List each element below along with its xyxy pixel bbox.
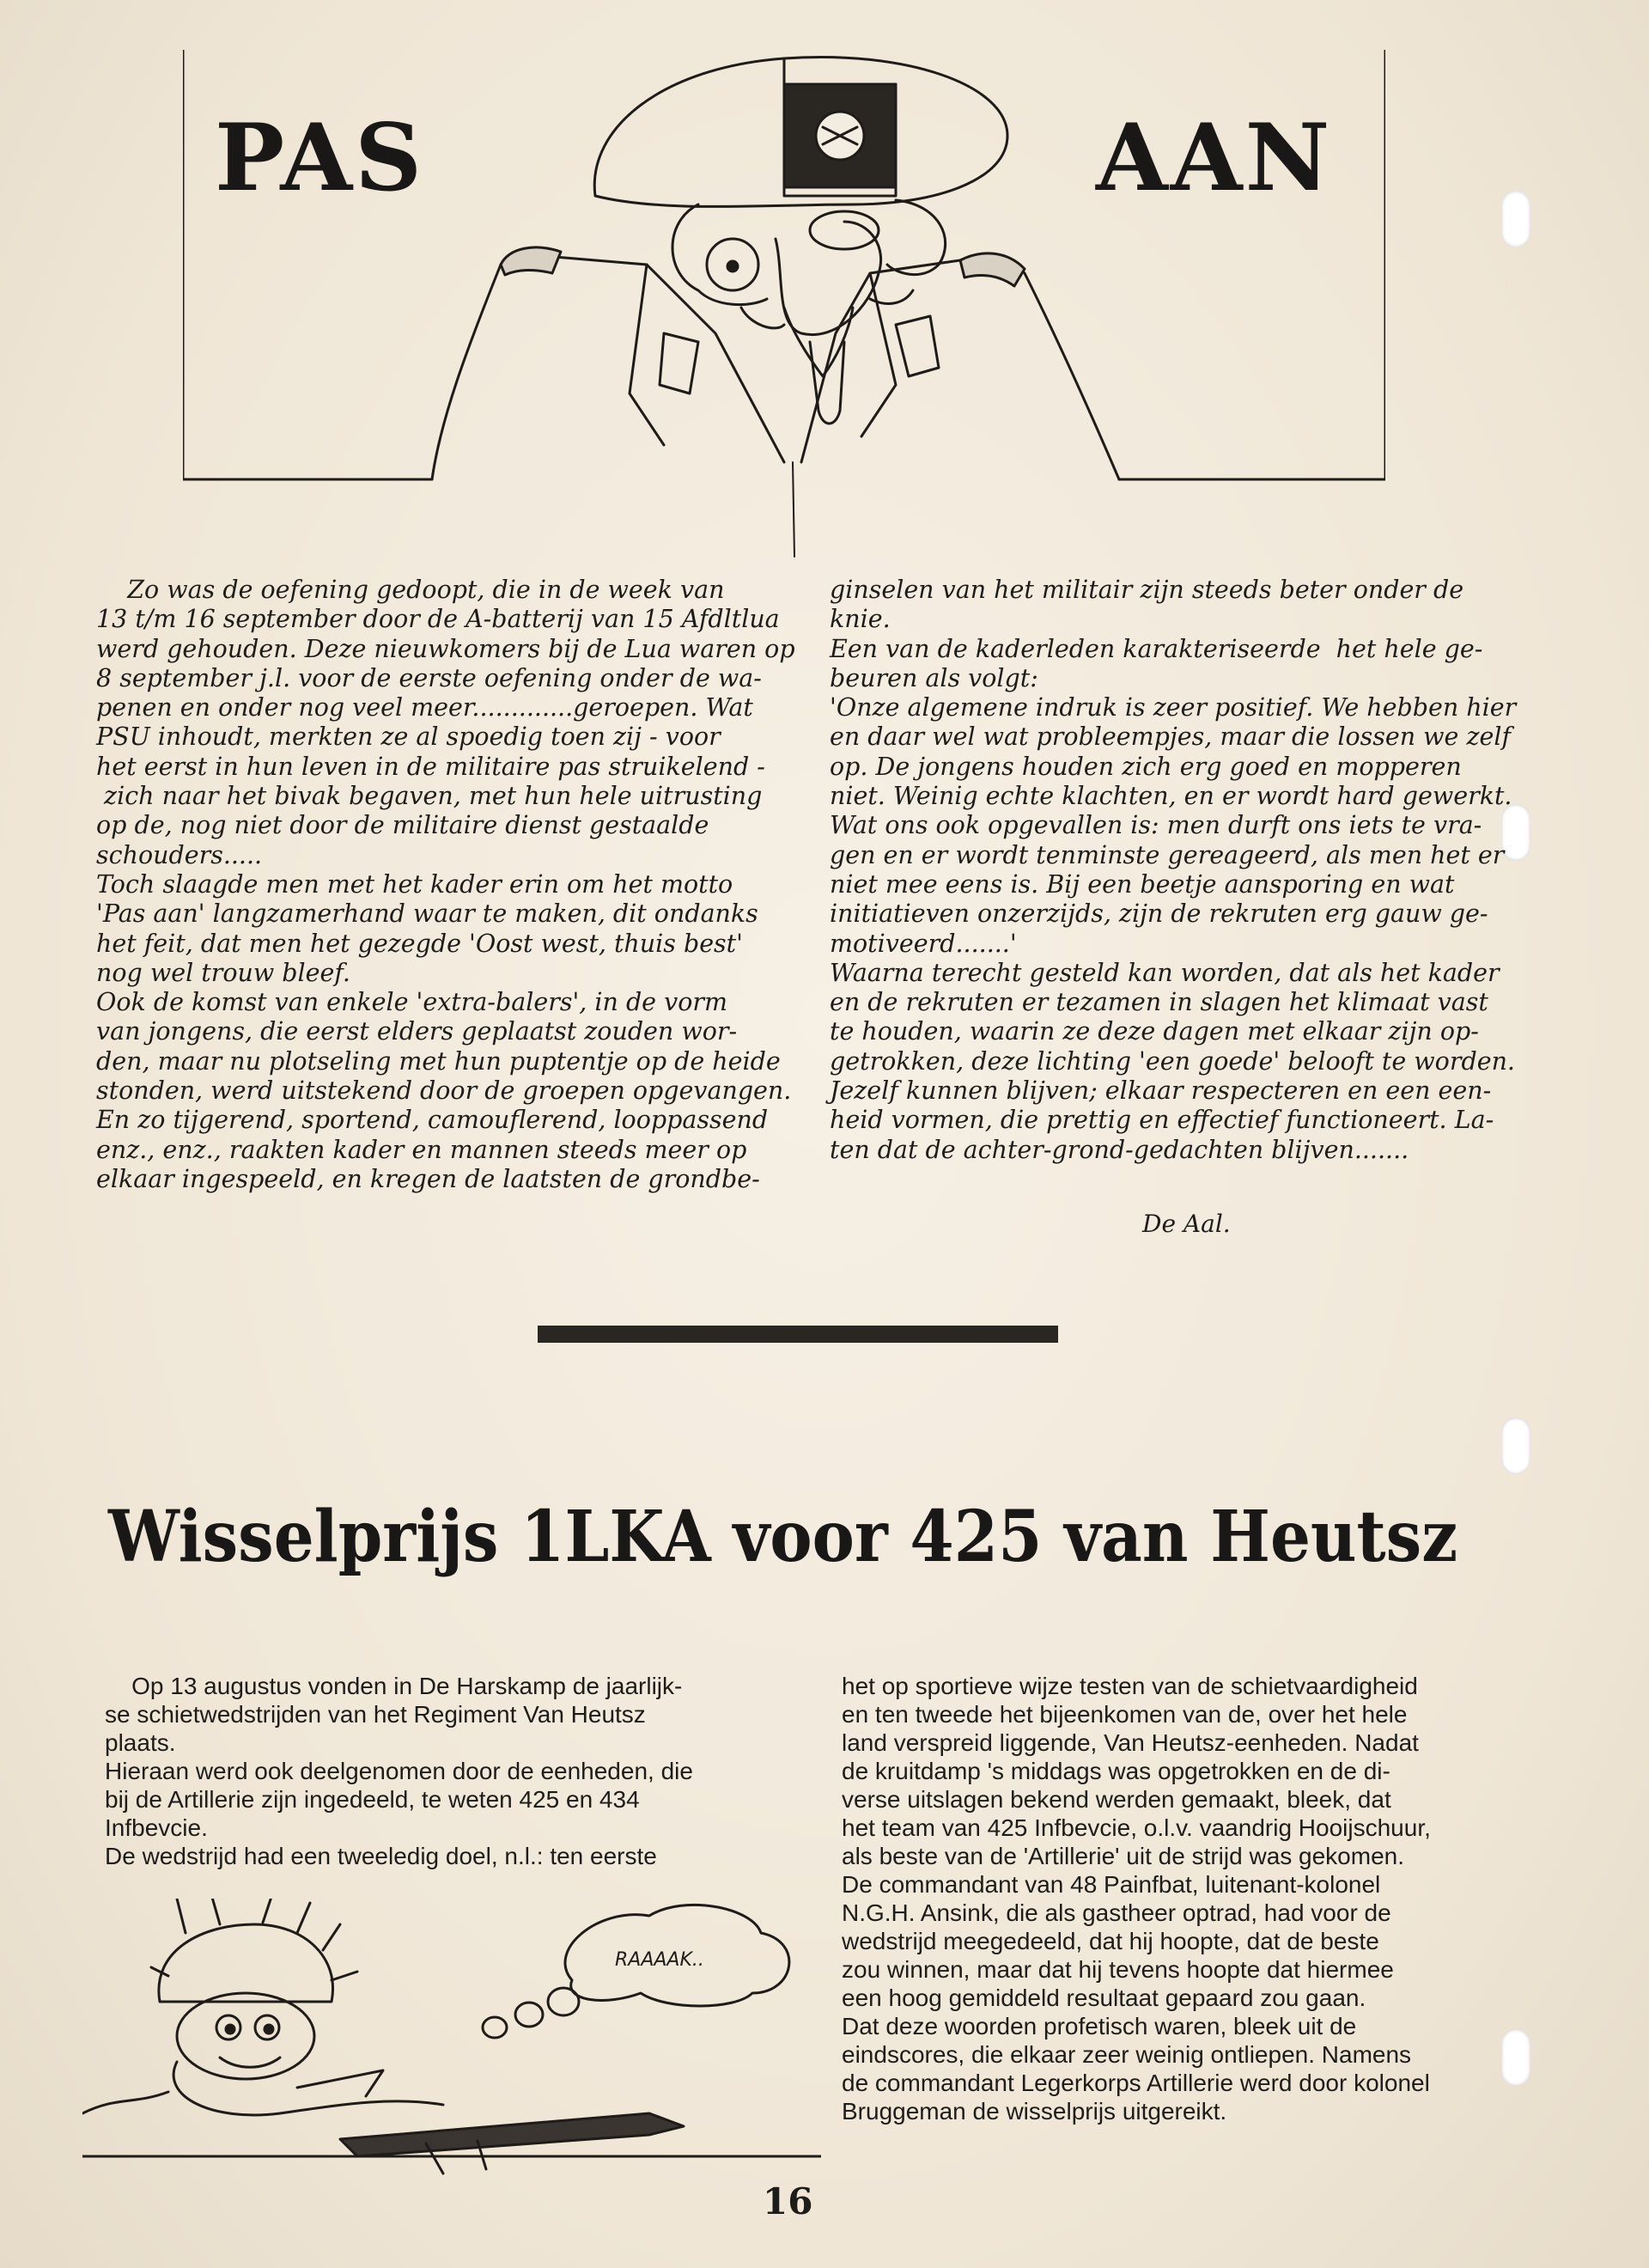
- article2-left-column: [105, 1672, 693, 1870]
- text-line: Jezelf kunnen blijven; elkaar respecteren en een een-: [830, 1076, 1492, 1106]
- cartoon-bubble-text: RAAAAK..: [615, 1949, 704, 1971]
- article1-left-column: [96, 576, 795, 1194]
- text-line: te houden, waarin ze deze dagen met elkaar zijn op-: [830, 1017, 1479, 1046]
- text-line: zich naar het bivak begaven, met hun hele uitrusting: [96, 782, 763, 811]
- text-line: als beste van de 'Artillerie' uit de strijd was gekomen.: [842, 1843, 1405, 1869]
- text-line: bij de Artillerie zijn ingedeeld, te weten 425 en 434: [105, 1786, 640, 1813]
- text-line: van jongens, die eerst elders geplaatst zouden wor-: [96, 1017, 738, 1046]
- text-line: Wat ons ook opgevallen is: men durft ons iets te vra-: [830, 811, 1482, 840]
- text-line: Waarna terecht gesteld kan worden, dat als het kader: [830, 958, 1500, 987]
- binder-hole-1: [1501, 191, 1530, 247]
- text-line: ginselen van het militair zijn steeds beter onder de: [830, 576, 1464, 604]
- text-line: se schietwedstrijden van het Regiment Van Heutsz: [105, 1701, 646, 1728]
- text-line: niet mee eens is. Bij een beetje aansporing en wat: [830, 869, 1455, 899]
- section-divider: [538, 1326, 1058, 1343]
- text-line: Dat deze woorden profetisch waren, bleek uit de: [842, 2013, 1357, 2039]
- text-line: En zo tijgerend, sportend, camouflerend, looppassend: [96, 1106, 769, 1135]
- article2-title: Wisselprijs 1LKA voor 425 van Heutsz: [108, 1496, 1458, 1578]
- text-line: penen en onder nog veel meer.............geroepen. Wat: [96, 693, 753, 722]
- text-line: verse uitslagen bekend werden gemaakt, bleek, dat: [842, 1786, 1391, 1813]
- text-line: op. De jongens houden zich erg goed en mopperen: [830, 752, 1462, 781]
- text-line: land verspreid liggende, Van Heutsz-eenheden. Nadat: [842, 1729, 1419, 1756]
- text-line: motiveerd.......': [830, 929, 1017, 958]
- text-line: N.G.H. Ansink, die als gastheer optrad, had voor de: [842, 1899, 1391, 1926]
- soldier-crawling-illustration: [82, 1899, 821, 2182]
- text-line: een hoog gemiddeld resultaat gepaard zou gaan.: [842, 1984, 1366, 2011]
- text-line: Op 13 augustus vonden in De Harskamp de jaarlijk-: [105, 1673, 683, 1699]
- binder-hole-4: [1501, 2029, 1530, 2086]
- text-line: Toch slaagde men met het kader erin om het motto: [96, 869, 733, 899]
- text-line: en daar wel wat probleempjes, maar die lossen we zelf: [830, 722, 1512, 752]
- text-line: heid vormen, die prettig en effectief functioneert. La-: [830, 1106, 1494, 1135]
- text-line: de commandant Legerkorps Artillerie werd door kolonel: [842, 2070, 1430, 2096]
- soldier-cartoon: [82, 1899, 821, 2186]
- text-line: zou winnen, maar dat hij tevens hoopte dat hiermee: [842, 1956, 1394, 1983]
- article2-right-column: [842, 1672, 1431, 2125]
- header-title-left: PAS: [215, 104, 425, 212]
- article1-signature: De Aal.: [1142, 1210, 1231, 1238]
- text-line: schouders.....: [96, 840, 263, 869]
- text-line: eindscores, die elkaar zeer weinig ontliepen. Namens: [842, 2041, 1412, 2068]
- text-line: ten dat de achter-grond-gedachten blijven.......: [830, 1135, 1409, 1164]
- header-title-right: AAN: [1096, 104, 1333, 212]
- text-line: stonden, werd uitstekend door de groepen opgevangen.: [96, 1076, 792, 1106]
- article1-right-column: [830, 576, 1516, 1165]
- text-line: knie.: [830, 605, 891, 634]
- text-line: Bruggeman de wisselprijs uitgereikt.: [842, 2098, 1227, 2125]
- page-number: 16: [763, 2180, 813, 2222]
- text-line: op de, nog niet door de militaire dienst gestaalde: [96, 811, 709, 840]
- text-line: Een van de kaderleden karakteriseerde het hele ge-: [830, 634, 1483, 663]
- binder-hole-3: [1501, 1418, 1530, 1474]
- text-line: Zo was de oefening gedoopt, die in de week van: [96, 576, 725, 604]
- text-line: wedstrijd meegedeeld, dat hij hoopte, dat de beste: [842, 1928, 1379, 1954]
- text-line: werd gehouden. Deze nieuwkomers bij de Lua waren op: [96, 634, 795, 663]
- text-line: nog wel trouw bleef.: [96, 958, 350, 987]
- text-line: 13 t/m 16 september door de A-batterij van 15 Afdltlua: [96, 605, 780, 634]
- text-line: plaats.: [105, 1729, 176, 1756]
- text-line: getrokken, deze lichting 'een goede' belooft te worden.: [830, 1046, 1515, 1076]
- text-line: het eerst in hun leven in de militaire pas struikelend -: [96, 752, 765, 781]
- text-line: 8 september j.l. voor de eerste oefening onder de wa-: [96, 663, 762, 692]
- text-line: elkaar ingespeeld, en kregen de laatsten de grondbe-: [96, 1164, 760, 1193]
- text-line: Infbevcie.: [105, 1814, 208, 1841]
- text-line: de kruitdamp 's middags was opgetrokken en de di-: [842, 1758, 1390, 1784]
- text-line: 'Onze algemene indruk is zeer positief. We hebben hier: [830, 693, 1517, 722]
- text-line: Hieraan werd ook deelgenomen door de eenheden, die: [105, 1758, 693, 1784]
- text-line: Ook de komst van enkele 'extra-balers', in de vorm: [96, 988, 728, 1017]
- text-line: het feit, dat men het gezegde 'Oost west, thuis best': [96, 929, 743, 958]
- text-line: beuren als volgt:: [830, 663, 1038, 692]
- text-line: initiatieven onzerzijds, zijn de rekruten erg gauw ge-: [830, 899, 1488, 929]
- text-line: De commandant van 48 Painfbat, luitenant-kolonel: [842, 1871, 1381, 1898]
- text-line: niet. Weinig echte klachten, en er wordt hard gewerkt.: [830, 782, 1512, 811]
- text-line: PSU inhoudt, merkten ze al spoedig toen zij - voor: [96, 722, 721, 752]
- text-line: gen en er wordt tenminste gereageerd, als men het er: [830, 840, 1505, 869]
- text-line: het op sportieve wijze testen van de schietvaardigheid: [842, 1673, 1418, 1699]
- text-line: en ten tweede het bijeenkomen van de, over het hele: [842, 1701, 1408, 1728]
- text-line: het team van 425 Infbevcie, o.l.v. vaandrig Hooijschuur,: [842, 1814, 1431, 1841]
- text-line: enz., enz., raakten kader en mannen steeds meer op: [96, 1135, 747, 1164]
- text-line: en de rekruten er tezamen in slagen het klimaat vast: [830, 988, 1488, 1017]
- text-line: 'Pas aan' langzamerhand waar te maken, dit ondanks: [96, 899, 758, 929]
- text-line: De wedstrijd had een tweeledig doel, n.l.: ten eerste: [105, 1843, 657, 1869]
- text-line: den, maar nu plotseling met hun puptentje op de heide: [96, 1046, 781, 1076]
